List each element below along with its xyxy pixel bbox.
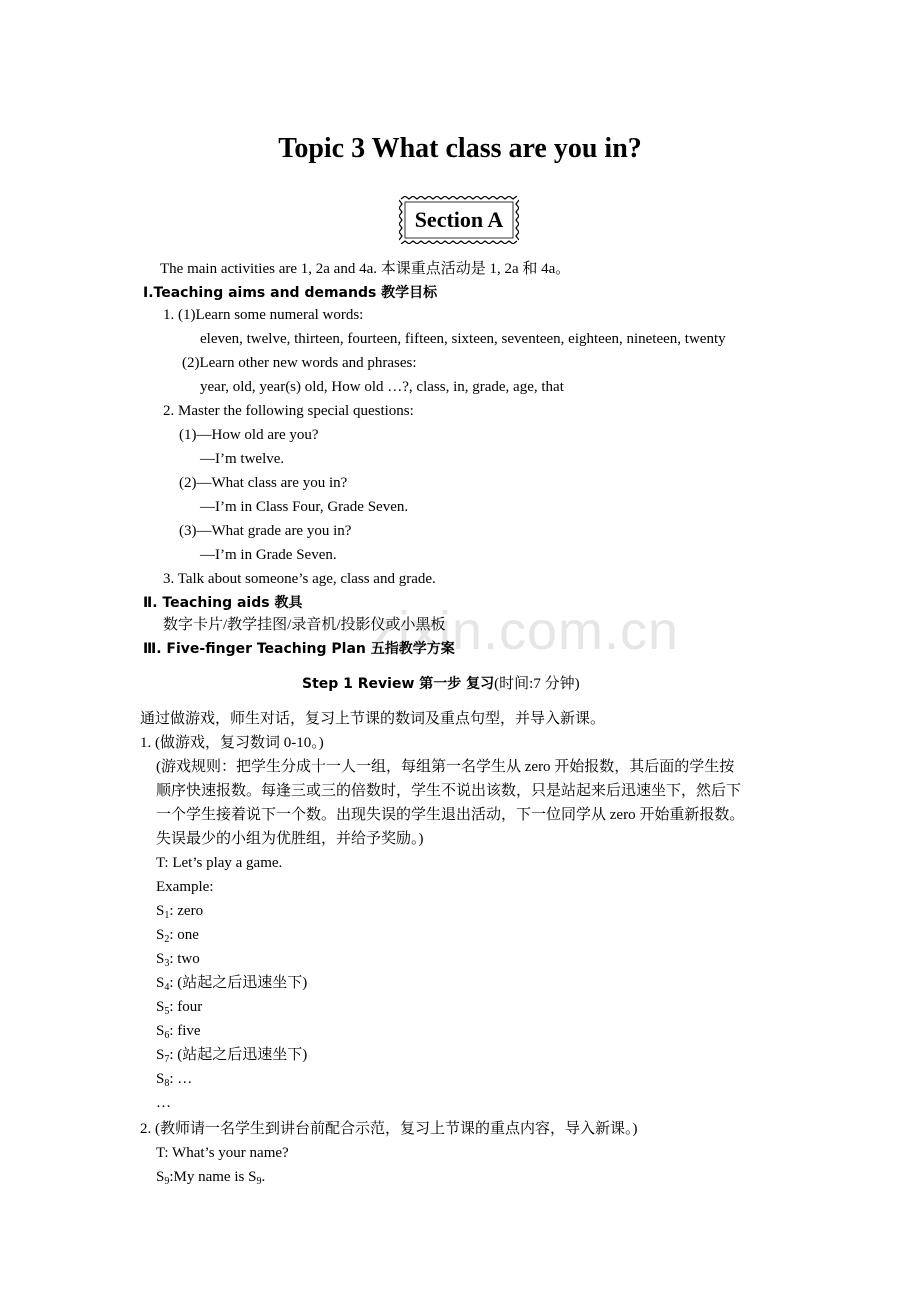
answer-2: —I’m in Class Four, Grade Seven. bbox=[200, 499, 409, 515]
student-line-6: $S_6$: five bbox=[156, 1023, 201, 1041]
part3-heading: Ⅲ. Five-finger Teaching Plan 五指教学方案 bbox=[143, 641, 455, 657]
game-rules-line3: 一个学生接着说下一个数。出现失误的学生退出活动，下一位同学从 zero 开始重新报数。 bbox=[156, 807, 745, 823]
example-label: Example: bbox=[156, 879, 214, 895]
answer-3: —I’m in Grade Seven. bbox=[200, 547, 337, 563]
student-line-7: $S_7$: (站起之后迅速坐下) bbox=[156, 1047, 308, 1065]
answer-1: —I’m twelve. bbox=[200, 451, 285, 467]
step1-time: (时间:7 分钟) bbox=[494, 676, 580, 692]
question-3: (3)—What grade are you in? bbox=[179, 523, 352, 539]
game-rules-line1: (游戏规则：把学生分成十一人一组，每组第一名学生从 zero 开始报数，其后面的学生按 bbox=[156, 759, 735, 775]
student-line-8: $S_8$: … bbox=[156, 1071, 193, 1089]
step1-item1: 1. (做游戏，复习数词 0-10。) bbox=[140, 735, 324, 751]
game-rules-line2: 顺序快速报数。每逢三或三的倍数时，学生不说出该数，只是站起来后迅速坐下，然后下 bbox=[156, 783, 742, 799]
question-2: (2)—What class are you in? bbox=[179, 475, 348, 491]
student-line-3: $S_3$: two bbox=[156, 951, 200, 969]
aim-1-2: (2)Learn other new words and phrases: bbox=[182, 355, 417, 371]
aim-1-1: 1. (1)Learn some numeral words: bbox=[163, 307, 364, 323]
student-line-1: $S_1$: zero bbox=[156, 903, 204, 921]
teacher-line-2: T: What’s your name? bbox=[156, 1145, 289, 1161]
aim-2: 2. Master the following special questions: bbox=[163, 403, 414, 419]
step1-intro: 通过做游戏，师生对话，复习上节课的数词及重点句型，并导入新课。 bbox=[140, 711, 606, 727]
step1-item2: 2. (教师请一名学生到讲台前配合示范，复习上节课的重点内容，导入新课。) bbox=[140, 1121, 638, 1137]
ellipsis-line: … bbox=[156, 1095, 171, 1111]
student-line-4: $S_4$: (站起之后迅速坐下) bbox=[156, 975, 308, 993]
page-title: Topic 3 What class are you in? bbox=[278, 133, 642, 164]
student-line-5: $S_5$: four bbox=[156, 999, 203, 1017]
part1-heading: Ⅰ.Teaching aims and demands 教学目标 bbox=[143, 285, 438, 301]
part2-heading: Ⅱ. Teaching aids 教具 bbox=[143, 595, 303, 611]
section-badge-label: Section A bbox=[414, 207, 504, 232]
step1-heading bbox=[302, 674, 580, 694]
teacher-line-1: T: Let’s play a game. bbox=[156, 855, 283, 871]
student-line-9: $S_9:My$ name is $S_9$. bbox=[156, 1169, 266, 1187]
aim-3: 3. Talk about someone’s age, class and grade. bbox=[163, 571, 436, 587]
student-line-2: $S_2$: one bbox=[156, 927, 199, 945]
question-1: (1)—How old are you? bbox=[179, 427, 319, 443]
intro-line: The main activities are 1, 2a and 4a. 本课重点活动是 1, 2a 和 4a。 bbox=[160, 261, 571, 277]
numeral-words: eleven, twelve, thirteen, fourteen, fifteen, sixteen, seventeen, eighteen, nineteen, twenty bbox=[200, 331, 726, 347]
new-words: year, old, year(s) old, How old …?, class, in, grade, age, that bbox=[200, 379, 564, 395]
step1-title: Step 1 Review 第一步 复习 bbox=[302, 676, 495, 692]
game-rules-line4: 失误最少的小组为优胜组，并给予奖励。) bbox=[156, 831, 424, 847]
watermark-text: zixin.com.cn bbox=[370, 601, 680, 661]
teaching-aids: 数字卡片/教学挂图/录音机/投影仪或小黑板 bbox=[163, 617, 446, 633]
